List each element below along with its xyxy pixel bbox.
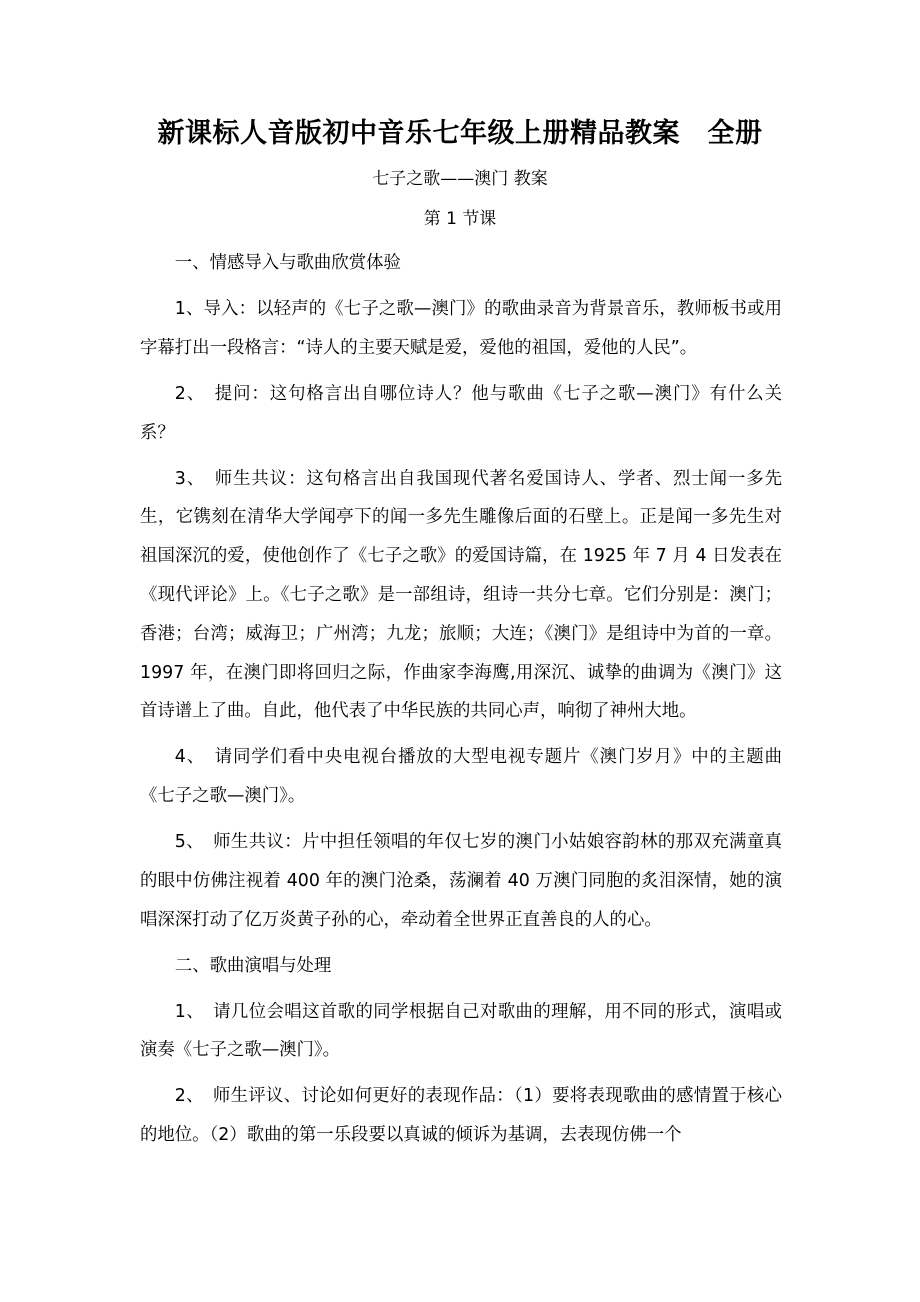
lesson-number: 第 1 节课: [423, 209, 497, 229]
paragraph: 5、 师生共议：片中担任领唱的年仅七岁的澳门小姑娘容韵林的那双充满童真的眼中仿佛注视着 400 年的澳门沧桑，荡澜着 40 万澳门同胞的炙泪深情，她的演唱深深打动了亿万炎黄子孙的心，牵动着全世界正直善良的人的心。: [140, 832, 782, 930]
paragraph: 4、 请同学们看中央电视台播放的大型电视专题片《澳门岁月》中的主题曲《七子之歌—澳门》。: [140, 747, 782, 807]
document-body: [140, 244, 782, 1162]
paragraph: 3、 师生共议：这句格言出自我国现代著名爱国诗人、学者、烈士闻一多先生，它镌刻在清华大学闻亭下的闻一多先生雕像后面的石壁上。正是闻一多先生对祖国深沉的爱，使他创作了《七子之歌》的爱国诗篇，在 1925 年 7 月 4 日发表在《现代评论》上。《七子之歌》是一部组诗，组诗一共分七章。它们分别是：澳门；香港；台湾；威海卫；广州湾；九龙；旅顺；大连；《澳门》是组诗中为首的一章。1997 年，在澳门即将回归之际，作曲家李海鹰,用深沉、诚挚的曲调为《澳门》这首诗谱上了曲。自此，他代表了中华民族的共同心声，响彻了神州大地。: [140, 468, 782, 722]
section-heading: 二、歌曲演唱与处理: [174, 955, 332, 976]
paragraph: 2、 提问：这句格言出自哪位诗人？他与歌曲《七子之歌—澳门》有什么关系？: [140, 383, 782, 443]
paragraph: 1、 请几位会唱这首歌的同学根据自己对歌曲的理解，用不同的形式，演唱或演奏《七子之歌—澳门》。: [140, 1001, 782, 1061]
document-title: 新课标人音版初中音乐七年级上册精品教案 全册: [157, 118, 763, 149]
section-heading: 一、情感导入与歌曲欣赏体验: [174, 253, 401, 273]
paragraph: 1、导入：以轻声的《七子之歌—澳门》的歌曲录音为背景音乐，教师板书或用字幕打出一段格言：“诗人的主要天赋是爱，爱他的祖国，爱他的人民”。: [140, 298, 782, 358]
document-subtitle: 七子之歌——澳门 教案: [372, 169, 548, 189]
paragraph: 2、 师生评议、讨论如何更好的表现作品：（1）要将表现歌曲的感情置于核心的地位。（2）歌曲的第一乐段要以真诚的倾诉为基调，去表现仿佛一个: [140, 1086, 782, 1146]
